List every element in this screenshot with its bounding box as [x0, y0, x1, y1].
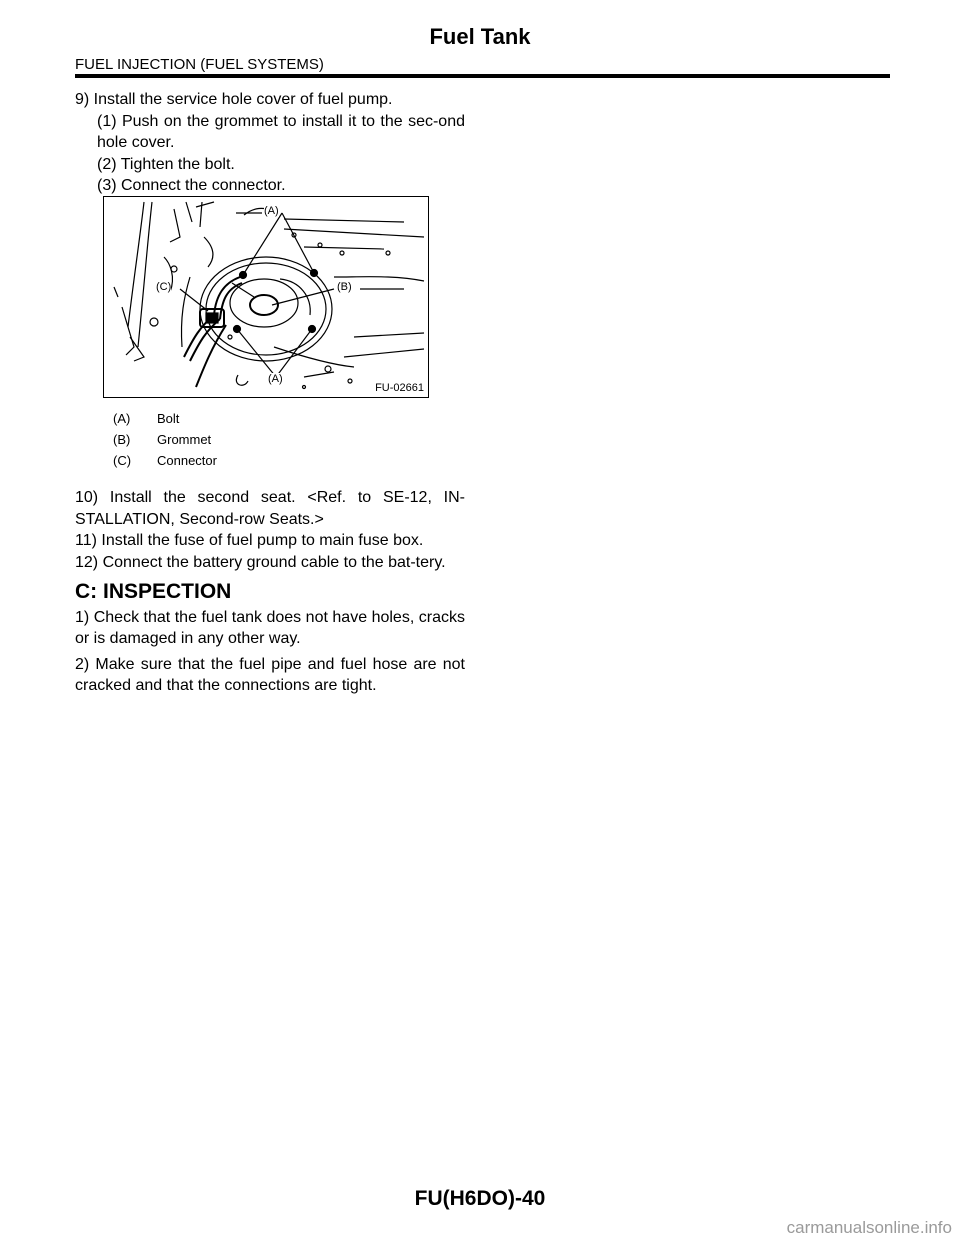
callout-c: (C) [156, 281, 172, 293]
header-divider [75, 74, 890, 78]
step-10: 10) Install the second seat. <Ref. to SE-12, IN-STALLATION, Second-row Seats.> [75, 489, 465, 528]
section-label: FUEL INJECTION (FUEL SYSTEMS) [75, 56, 324, 73]
step-9-1: (1) Push on the grommet to install it to the sec-ond hole cover. [97, 112, 465, 151]
step-9: 9) Install the service hole cover of fuel pump. [75, 91, 393, 108]
page-title: Fuel Tank [429, 24, 531, 49]
legend-item [113, 408, 217, 429]
callout-a-top: (A) [264, 205, 279, 217]
figure-legend [113, 408, 217, 471]
step-12: 12) Connect the battery ground cable to the bat-tery. [75, 553, 446, 571]
service-hole-cover-illustration [103, 196, 429, 398]
callout-a-bottom: (A) [268, 373, 283, 385]
callout-b: (B) [337, 281, 352, 293]
legend-key: (C) [113, 453, 132, 468]
inspection-item-1: 1) Check that the fuel tank does not have holes, cracks or is damaged in any other way. [75, 608, 465, 647]
legend-key: (A) [113, 411, 131, 426]
inspection-item-2: 2) Make sure that the fuel pipe and fuel hose are not cracked and that the connections are tight. [75, 655, 465, 694]
page-number: FU(H6DO)-40 [414, 1187, 546, 1210]
legend-label: Bolt [157, 411, 180, 426]
watermark: carmanualsonline.info [786, 1218, 952, 1237]
step-11: 11) Install the fuse of fuel pump to main fuse box. [75, 532, 424, 549]
legend-key: (B) [113, 432, 131, 447]
inspection-heading: C: INSPECTION [75, 580, 232, 603]
procedure-steps-top [75, 89, 465, 197]
step-9-3: (3) Connect the connector. [97, 177, 286, 194]
legend-label: Grommet [157, 432, 212, 447]
legend-item [113, 450, 217, 471]
legend-label: Connector [157, 453, 217, 468]
figure-id: FU-02661 [375, 382, 424, 394]
step-9-2: (2) Tighten the bolt. [97, 155, 235, 173]
procedure-steps-bottom [75, 487, 465, 701]
illustration-svg [104, 197, 428, 397]
legend-item [113, 429, 217, 450]
